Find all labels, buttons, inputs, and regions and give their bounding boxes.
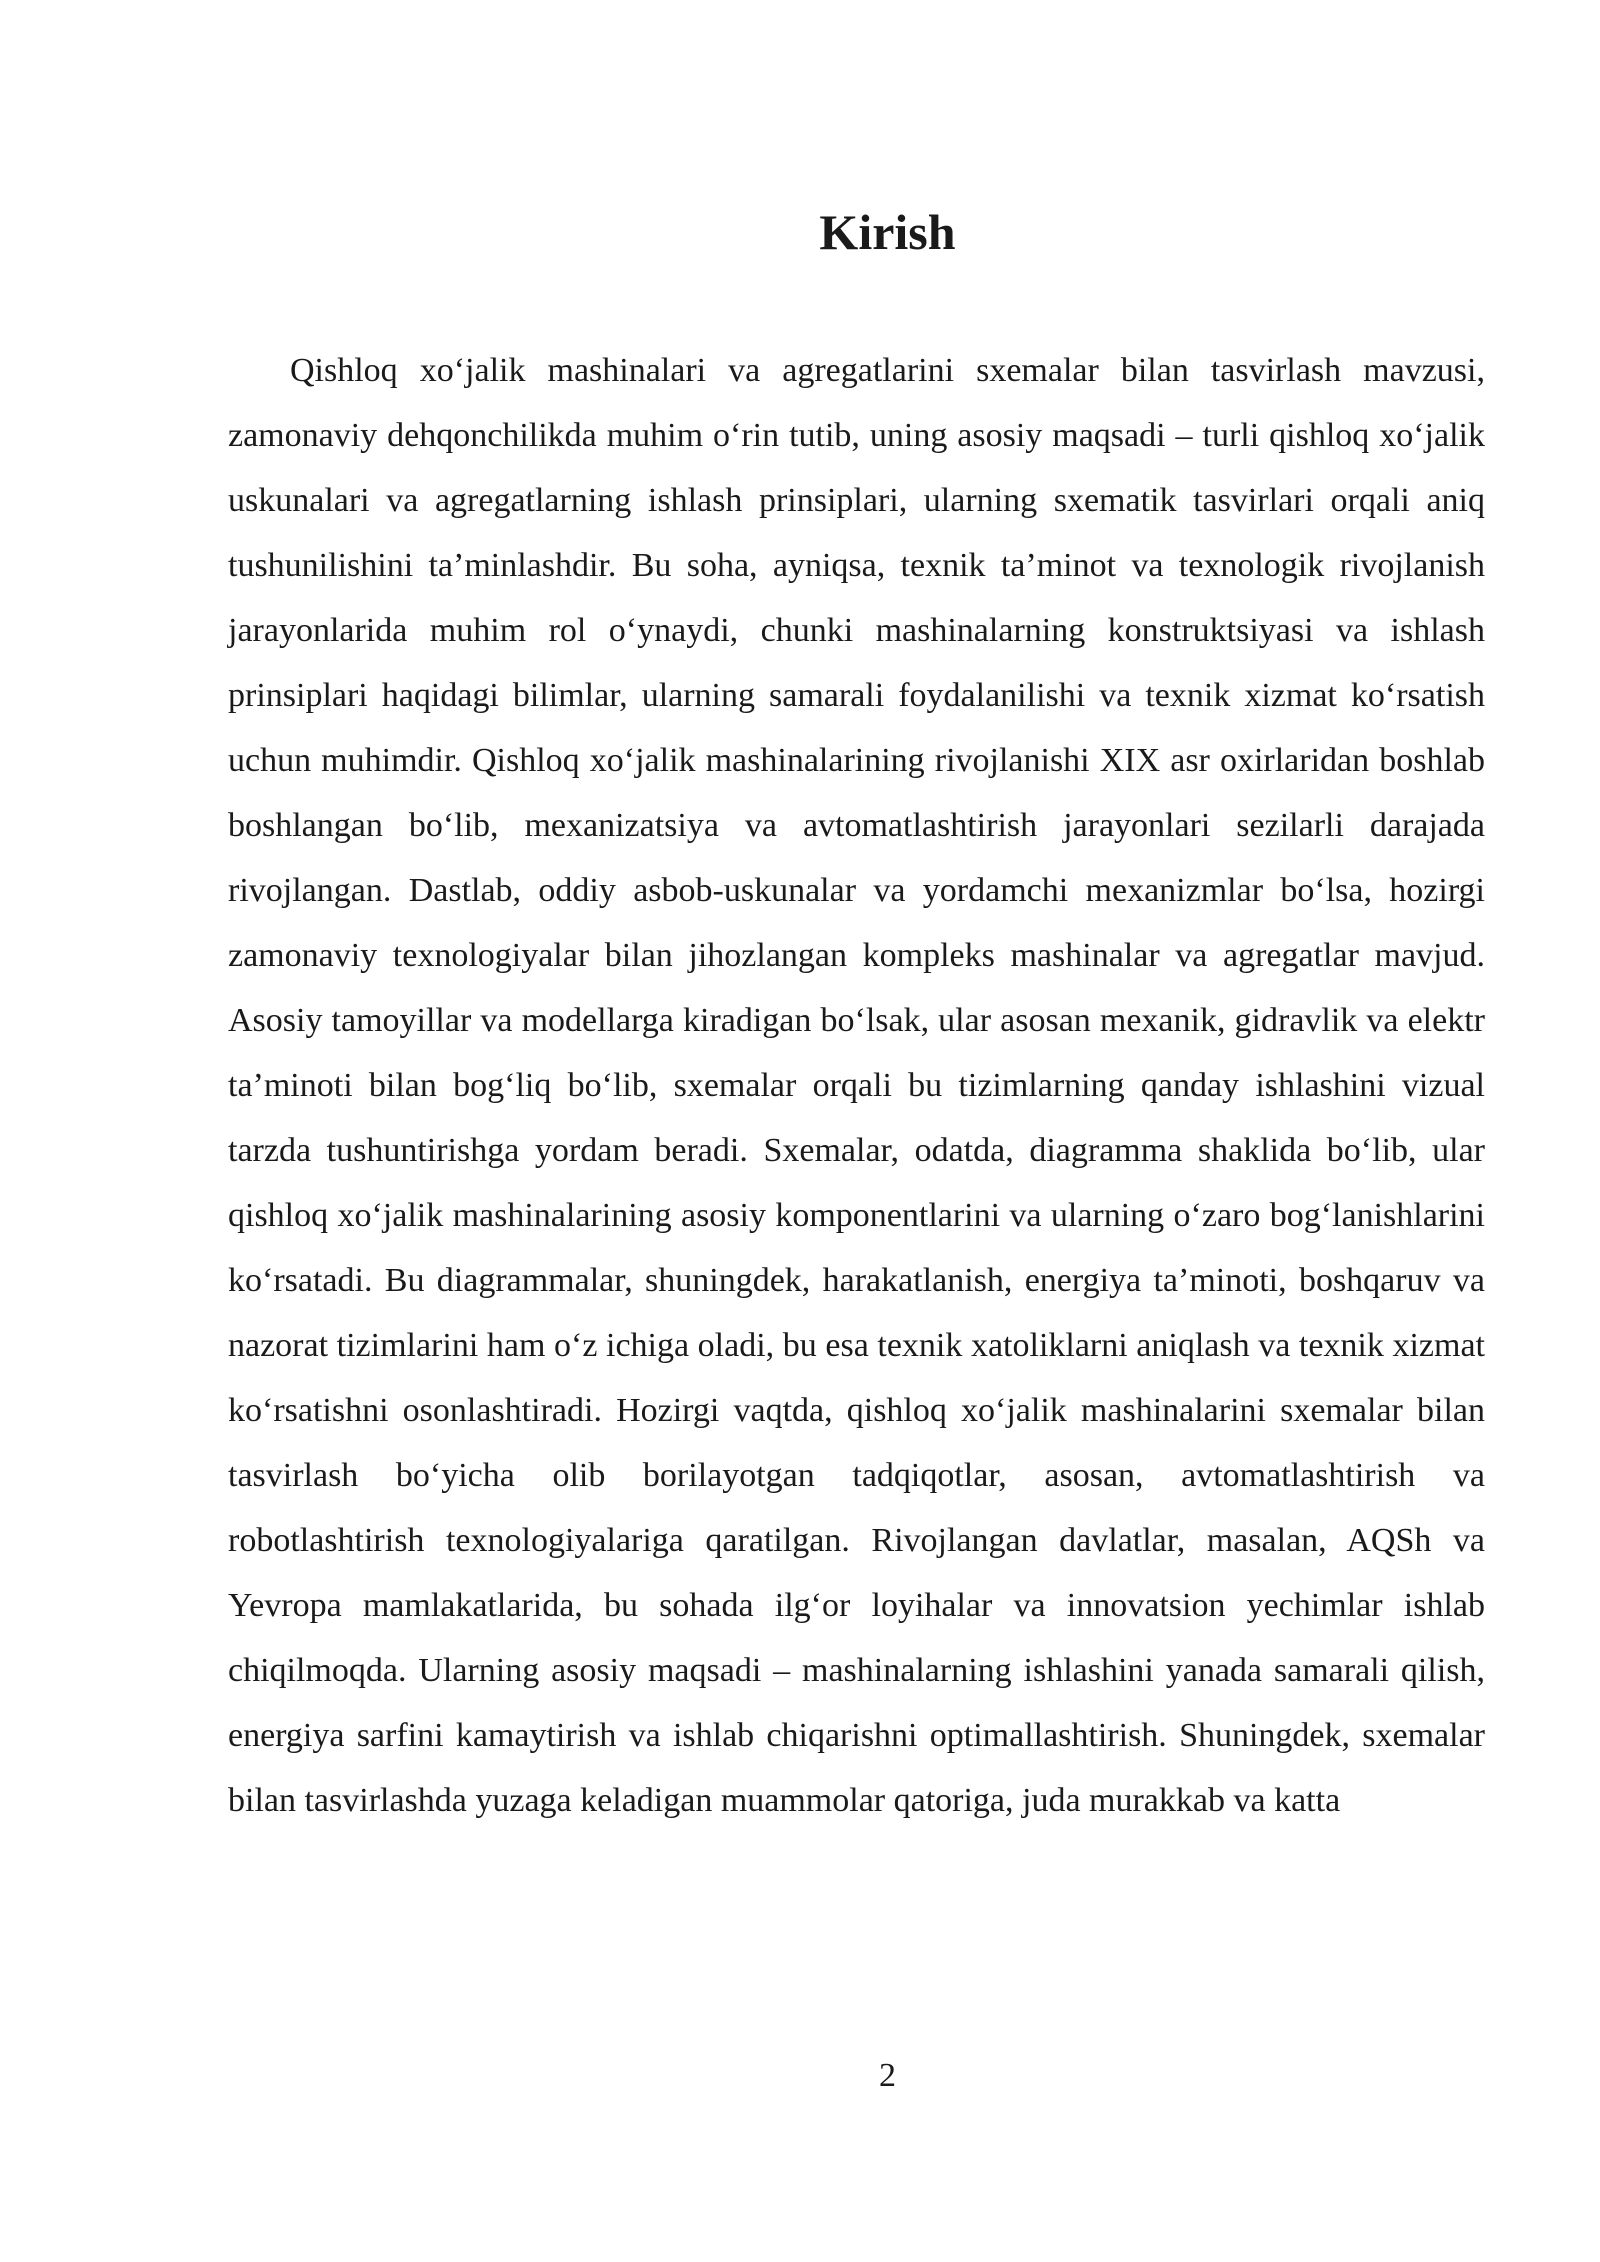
page-number: 2 bbox=[879, 2057, 896, 2094]
body-paragraph: Qishloq xo‘jalik mashinalari va agregatlarini sxemalar bilan tasvirlash mavzusi, zamonaviy dehqonchilikda muhim o‘rin tutib, uning asosiy maqsadi – turli qishloq xo‘jalik uskunalari va agregatlarning ishlash prinsiplari, ularning sxematik tasvirlari orqali aniq tushunilishini ta’minlashdir. Bu soha, ayniqsa, texnik ta’minot va texnologik rivojlanish jarayonlarida muhim rol o‘ynaydi, chunki mashinalarning konstruktsiyasi va ishlash prinsiplari haqidagi bilimlar, ularning samarali foydalanilishi va texnik xizmat ko‘rsatish uchun muhimdir. Qishloq xo‘jalik mashinalarining rivojlanishi XIX asr oxirlaridan boshlab boshlangan bo‘lib, mexanizatsiya va avtomatlashtirish jarayonlari sezilarli darajada rivojlangan. Dastlab, oddiy asbob-uskunalar va yordamchi mexanizmlar bo‘lsa, hozirgi zamonaviy texnologiyalar bilan jihozlangan kompleks mashinalar va agregatlar mavjud. Asosiy tamoyillar va modellarga kiradigan bo‘lsak, ular asosan mexanik, gidravlik va elektr ta’minoti bilan bog‘liq bo‘lib, sxemalar orqali bu tizimlarning qanday ishlashini vizual tarzda tushuntirishga yordam beradi. Sxemalar, odatda, diagramma shaklida bo‘lib, ular qishloq xo‘jalik mashinalarining asosiy komponentlarini va ularning o‘zaro bog‘lanishlarini ko‘rsatadi. Bu diagrammalar, shuningdek, harakatlanish, energiya ta’minoti, boshqaruv va nazorat tizimlarini ham o‘z ichiga oladi, bu esa texnik xatoliklarni aniqlash va texnik xizmat ko‘rsatishni osonlashtiradi. Hozirgi vaqtda, qishloq xo‘jalik mashinalarini sxemalar bilan tasvirlash bo‘yicha olib borilayotgan tadqiqotlar, asosan, avtomatlashtirish va robotlashtirish texnologiyalariga qaratilgan. Rivojlangan davlatlar, masalan, AQSh va Yevropa mamlakatlarida, bu sohada ilg‘or loyihalar va innovatsion yechimlar ishlab chiqilmoqda. Ularning asosiy maqsadi – mashinalarning ishlashini yanada samarali qilish, energiya sarfini kamaytirish va ishlab chiqarishni optimallashtirish. Shuningdek, sxemalar bilan tasvirlashda yuzaga keladigan muammolar qatoriga, juda murakkab va katta bbox=[228, 352, 1485, 1819]
page-title: Kirish bbox=[819, 204, 956, 260]
